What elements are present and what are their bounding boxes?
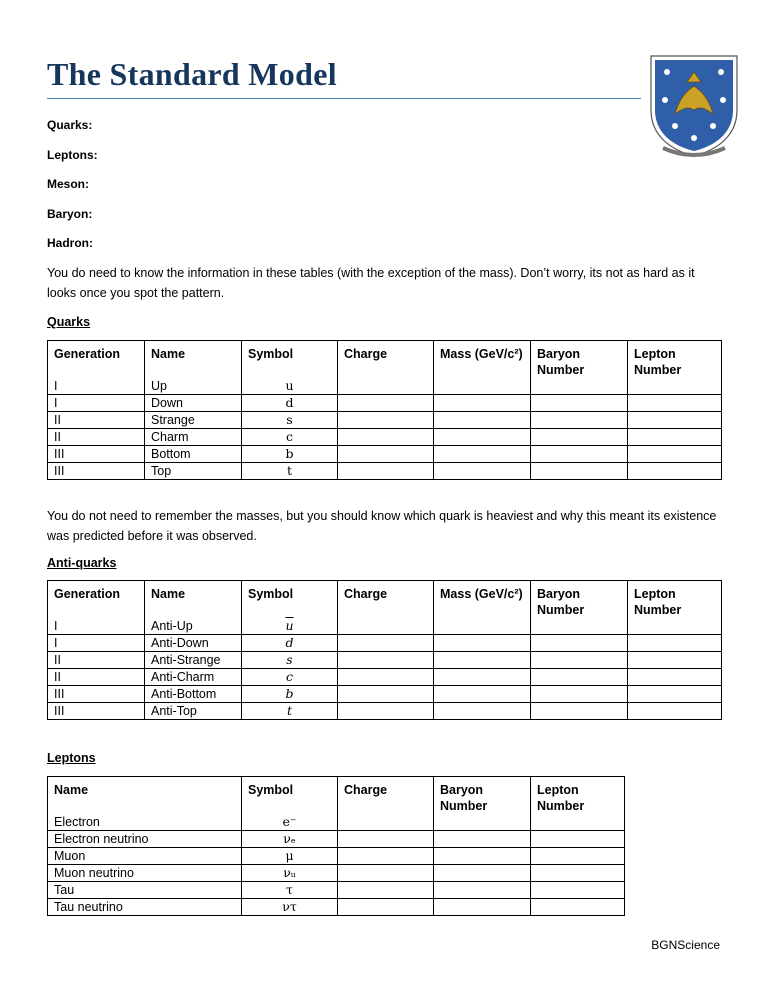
baryon-cell[interactable]: [434, 848, 531, 865]
col-baryon-number: Baryon Number: [434, 777, 531, 815]
table-row: II Charm c: [48, 429, 722, 446]
definition-leptons: Leptons:: [47, 147, 98, 162]
charge-cell[interactable]: [338, 446, 434, 463]
col-name: Name: [145, 341, 242, 379]
lepton-cell[interactable]: [628, 669, 722, 686]
table-row: II Anti-Strange $\overline{s}$: [48, 652, 722, 669]
charge-cell[interactable]: [338, 899, 434, 916]
charge-cell[interactable]: [338, 412, 434, 429]
charge-cell[interactable]: [338, 669, 434, 686]
mass-cell[interactable]: [434, 463, 531, 480]
mass-cell[interactable]: [434, 412, 531, 429]
definitions-list: [47, 118, 98, 266]
baryon-cell[interactable]: [531, 669, 628, 686]
lepton-cell[interactable]: [628, 429, 722, 446]
mass-cell[interactable]: [434, 446, 531, 463]
school-crest-logo: [645, 52, 743, 162]
mass-note-paragraph: You do not need to remember the masses, but you should know which quark is heaviest and why this meant its existence was predicted before it was observed.: [47, 509, 717, 543]
charge-cell[interactable]: [338, 848, 434, 865]
lepton-cell[interactable]: [628, 686, 722, 703]
mass-cell[interactable]: [434, 686, 531, 703]
baryon-cell[interactable]: [434, 899, 531, 916]
antiquarks-heading: Anti-quarks: [47, 556, 117, 570]
footer-brand: BGNScience: [651, 938, 720, 952]
col-baryon-number: Baryon Number: [531, 341, 628, 379]
charge-cell[interactable]: [338, 463, 434, 480]
baryon-cell[interactable]: [531, 463, 628, 480]
col-generation: Generation: [48, 581, 145, 619]
leptons-heading: Leptons: [47, 751, 96, 765]
baryon-cell[interactable]: [434, 882, 531, 899]
antiquarks-table: [47, 580, 722, 720]
mass-cell[interactable]: [434, 618, 531, 635]
baryon-cell[interactable]: [531, 686, 628, 703]
table-row: Electron e⁻: [48, 814, 625, 831]
baryon-cell[interactable]: [434, 814, 531, 831]
col-lepton-number: Lepton Number: [628, 581, 722, 619]
antiparticle-symbol: $\overline{t}$: [286, 703, 293, 718]
leptons-header-row: [48, 777, 625, 815]
mass-cell[interactable]: [434, 635, 531, 652]
antiparticle-symbol: $\overline{b}$: [285, 686, 294, 701]
antiquarks-header-row: [48, 581, 722, 619]
mass-cell[interactable]: [434, 703, 531, 720]
quarks-table: [47, 340, 722, 480]
mass-cell[interactable]: [434, 395, 531, 412]
table-row: III Anti-Bottom $\overline{b}$: [48, 686, 722, 703]
lepton-cell[interactable]: [628, 652, 722, 669]
col-name: Name: [145, 581, 242, 619]
antiparticle-symbol: $\overline{d}$: [285, 635, 294, 650]
lepton-cell[interactable]: [628, 635, 722, 652]
baryon-cell[interactable]: [531, 412, 628, 429]
col-lepton-number: Lepton Number: [628, 341, 722, 379]
antiparticle-symbol: $\overline{s}$: [286, 652, 293, 667]
mass-cell[interactable]: [434, 378, 531, 395]
table-row: III Top t: [48, 463, 722, 480]
definition-hadron: Hadron:: [47, 236, 93, 251]
baryon-cell[interactable]: [531, 618, 628, 635]
mass-cell[interactable]: [434, 669, 531, 686]
lepton-cell[interactable]: [531, 831, 625, 848]
col-lepton-number: Lepton Number: [531, 777, 625, 815]
antiparticle-symbol: $\overline{c}$: [285, 669, 293, 684]
col-charge: Charge: [338, 581, 434, 619]
table-row: III Anti-Top $\overline{t}$: [48, 703, 722, 720]
lepton-cell[interactable]: [628, 703, 722, 720]
charge-cell[interactable]: [338, 652, 434, 669]
lepton-cell[interactable]: [531, 899, 625, 916]
charge-cell[interactable]: [338, 882, 434, 899]
title-underline: [47, 98, 641, 99]
quarks-heading: Quarks: [47, 315, 91, 329]
table-row: Muon μ: [48, 848, 625, 865]
lepton-cell[interactable]: [531, 865, 625, 882]
table-row: II Anti-Charm $\overline{c}$: [48, 669, 722, 686]
table-row: I Down d: [48, 395, 722, 412]
charge-cell[interactable]: [338, 395, 434, 412]
charge-cell[interactable]: [338, 635, 434, 652]
mass-cell[interactable]: [434, 652, 531, 669]
col-name: Name: [48, 777, 242, 815]
baryon-cell[interactable]: [531, 635, 628, 652]
definition-baryon: Baryon:: [47, 206, 93, 221]
lepton-cell[interactable]: [531, 848, 625, 865]
table-row: I Anti-Down $\overline{d}$: [48, 635, 722, 652]
lepton-cell[interactable]: [628, 395, 722, 412]
col-charge: Charge: [338, 777, 434, 815]
lepton-cell[interactable]: [531, 882, 625, 899]
baryon-cell[interactable]: [434, 831, 531, 848]
table-row: Tau τ: [48, 882, 625, 899]
col-mass: Mass (GeV/c²): [434, 341, 531, 379]
baryon-cell[interactable]: [531, 378, 628, 395]
charge-cell[interactable]: [338, 814, 434, 831]
charge-cell[interactable]: [338, 429, 434, 446]
charge-cell[interactable]: [338, 865, 434, 882]
col-symbol: Symbol: [242, 341, 338, 379]
table-row: Muon neutrino νᵤ: [48, 865, 625, 882]
lepton-cell[interactable]: [531, 814, 625, 831]
col-symbol: Symbol: [242, 581, 338, 619]
charge-cell[interactable]: [338, 378, 434, 395]
col-charge: Charge: [338, 341, 434, 379]
lepton-cell[interactable]: [628, 378, 722, 395]
table-row: I Anti-Up $\overline{u}$: [48, 618, 722, 635]
col-mass: Mass (GeV/c²): [434, 581, 531, 619]
lepton-cell[interactable]: [628, 463, 722, 480]
table-row: Electron neutrino νₑ: [48, 831, 625, 848]
definition-meson: Meson:: [47, 177, 89, 192]
charge-cell[interactable]: [338, 618, 434, 635]
page-title: The Standard Model: [47, 56, 337, 92]
col-baryon-number: Baryon Number: [531, 581, 628, 619]
col-symbol: Symbol: [242, 777, 338, 815]
baryon-cell[interactable]: [531, 446, 628, 463]
charge-cell[interactable]: [338, 703, 434, 720]
charge-cell[interactable]: [338, 686, 434, 703]
quarks-header-row: [48, 341, 722, 379]
table-row: III Bottom b: [48, 446, 722, 463]
charge-cell[interactable]: [338, 831, 434, 848]
intro-paragraph: You do need to know the information in these tables (with the exception of the mass). Don’t worry, its not as hard as it looks once you spot the pattern.: [47, 266, 695, 300]
baryon-cell[interactable]: [531, 429, 628, 446]
baryon-cell[interactable]: [434, 865, 531, 882]
col-generation: Generation: [48, 341, 145, 379]
table-row: II Strange s: [48, 412, 722, 429]
table-row: I Up u: [48, 378, 722, 395]
baryon-cell[interactable]: [531, 652, 628, 669]
antiparticle-symbol: $\overline{u}$: [285, 618, 294, 633]
table-row: Tau neutrino ντ: [48, 899, 625, 916]
baryon-cell[interactable]: [531, 703, 628, 720]
mass-cell[interactable]: [434, 429, 531, 446]
baryon-cell[interactable]: [531, 395, 628, 412]
lepton-cell[interactable]: [628, 618, 722, 635]
lepton-cell[interactable]: [628, 446, 722, 463]
lepton-cell[interactable]: [628, 412, 722, 429]
leptons-table: [47, 776, 625, 916]
definition-quarks: Quarks:: [47, 118, 93, 132]
